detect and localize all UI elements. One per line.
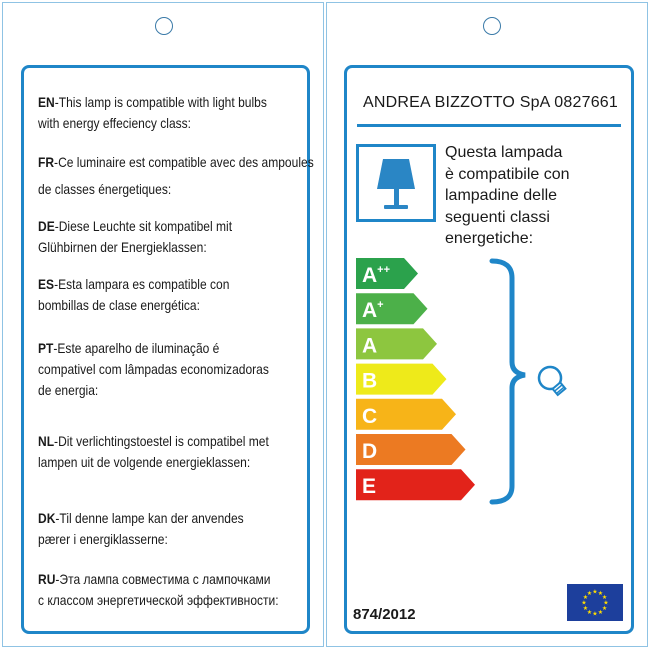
- lang-text: pærer i energiklasserne:: [38, 531, 168, 547]
- eu-star: ★: [601, 605, 608, 612]
- energy-class-label: A++: [362, 264, 391, 287]
- eu-star: ★: [586, 609, 593, 617]
- lang-text: -Эта лампа совместима с лампочками: [55, 571, 271, 587]
- hang-hole: [155, 17, 173, 35]
- lang-text: -Ce luminaire est compatible avec des ampoules: [54, 154, 314, 170]
- left-hang-tag: [2, 2, 324, 647]
- right-hang-tag: [326, 2, 648, 647]
- statement-line: è compatibile con: [445, 165, 570, 183]
- energy-class-label: A+: [362, 299, 384, 323]
- lang-code: PT: [38, 340, 54, 356]
- eu-star: ★: [582, 594, 589, 601]
- energy-arrows: [356, 258, 475, 500]
- lang-text: bombillas de clase energética:: [38, 297, 200, 313]
- eu-flag-icon: [567, 584, 623, 621]
- eu-star: ★: [582, 605, 589, 612]
- lang-block-en: [38, 92, 304, 134]
- lang-text: lampen uit de volgende energieklassen:: [38, 454, 251, 470]
- lang-text: with energy effeciency class:: [38, 115, 192, 131]
- lang-code: DK: [38, 510, 56, 526]
- energy-class-label: A: [362, 334, 378, 358]
- lang-block-es: [38, 274, 261, 316]
- energy-class-label: D: [362, 440, 378, 463]
- eu-star: ★: [581, 599, 587, 607]
- hang-hole: [483, 17, 501, 35]
- lang-block-pt: [38, 338, 306, 401]
- energy-class-label: C: [362, 404, 378, 428]
- lang-block-ru: [38, 569, 318, 611]
- lang-code: NL: [38, 433, 55, 449]
- lang-text: -Diese Leuchte sit kompatibel mit: [54, 218, 233, 234]
- energy-label-panel: [344, 65, 634, 634]
- bracket: [492, 261, 525, 502]
- eu-star: ★: [592, 588, 598, 596]
- lang-text: compativel com lâmpadas economizadoras: [38, 361, 269, 377]
- eu-star: ★: [592, 610, 598, 618]
- lang-block-de: [38, 216, 264, 258]
- eu-star: ★: [586, 589, 593, 597]
- statement-line: energetiche:: [445, 230, 534, 247]
- lang-code: RU: [38, 571, 56, 587]
- brand-code: ANDREA BIZZOTTO SpA 0827661: [363, 94, 618, 111]
- lang-text: с классом энергетической эффективности:: [38, 592, 279, 608]
- lang-text: -Esta lampara es compatible con: [54, 276, 230, 292]
- statement-line: seguenti classi: [445, 208, 550, 226]
- lang-text: -Este aparelho de iluminação é: [53, 340, 220, 356]
- regulation-number: 874/2012: [353, 606, 416, 623]
- energy-class-label: E: [362, 475, 377, 499]
- eu-star: ★: [601, 594, 608, 601]
- lang-text: de classes énergetiques:: [38, 181, 172, 197]
- lang-code: EN: [38, 94, 55, 110]
- lang-text: -Til denne lampe kan der anvendes: [55, 510, 244, 526]
- lang-block-fr: [38, 152, 359, 200]
- eu-star: ★: [597, 609, 604, 617]
- eu-star: ★: [603, 599, 609, 607]
- lang-block-nl: [38, 431, 306, 473]
- lang-text: Glühbirnen der Energieklassen:: [38, 239, 207, 255]
- lang-code: DE: [38, 218, 55, 234]
- statement-line: lampadine delle: [445, 187, 558, 204]
- statement-line: Questa lampada: [445, 144, 563, 161]
- lang-code: ES: [38, 276, 55, 292]
- lang-block-dk: [38, 508, 277, 550]
- energy-class-label: B: [362, 369, 378, 393]
- lang-text: de energia:: [38, 382, 99, 398]
- light-bulb-icon: [535, 363, 570, 399]
- energy-class-scale: [347, 68, 631, 631]
- lang-text: -This lamp is compatible with light bulbs: [54, 94, 267, 110]
- eu-star: ★: [597, 589, 604, 597]
- lang-text: -Dit verlichtingstoestel is compatibel met: [54, 433, 269, 449]
- multilingual-text-panel: [21, 65, 314, 634]
- lang-code: FR: [38, 154, 55, 170]
